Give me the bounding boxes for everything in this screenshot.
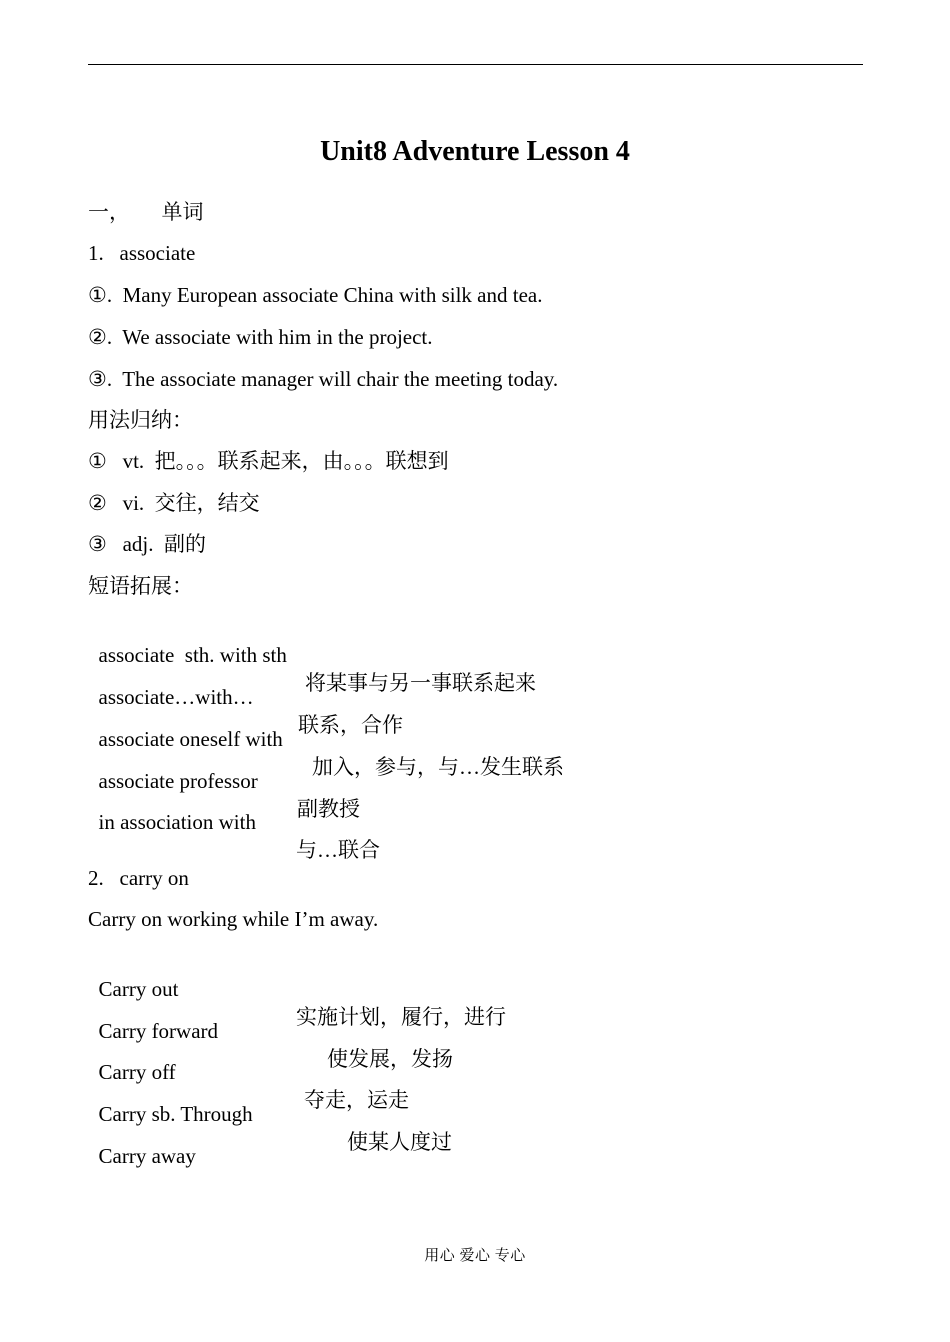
phrase-zh: 夺走，运走 <box>304 1088 409 1112</box>
phrase-zh: 使某人度过 <box>347 1130 452 1154</box>
phrase-en: Carry away <box>98 1144 196 1168</box>
section-heading: 一， 单词 <box>88 200 204 224</box>
phrase-zh: 与…联合 <box>296 838 380 862</box>
word2-heading: 2. carry on <box>88 866 189 890</box>
usage-item-3: ③ adj. 副的 <box>88 532 206 556</box>
word2-example: Carry on working while I’m away. <box>88 907 379 931</box>
word1-example-3: ③. The associate manager will chair the meeting today. <box>88 367 559 391</box>
word1-heading: 1. associate <box>88 241 196 265</box>
phrase-en: associate sth. with sth <box>98 643 287 667</box>
word1-example-2: ②. We associate with him in the project. <box>88 325 433 349</box>
header-rule <box>88 64 863 65</box>
usage-item-1: ① vt. 把。。。联系起来，由。。。联想到 <box>88 449 449 473</box>
phrase-zh: 联系，合作 <box>298 713 403 737</box>
phrase-zh: 加入，参与，与…发生联系 <box>312 755 564 779</box>
phrase-row <box>88 1114 196 1170</box>
phrase-en: Carry off <box>98 1060 176 1084</box>
page-footer: 用心 爱心 专心 <box>424 1248 526 1264</box>
phrase-en: associate oneself with <box>98 727 283 751</box>
phrase-en: Carry forward <box>98 1019 219 1043</box>
word1-example-1: ①. Many European associate China with silk and tea. <box>88 283 543 307</box>
phrase-en: Carry sb. Through <box>98 1102 253 1126</box>
phrase-en: associate…with… <box>98 685 254 709</box>
usage-heading: 用法归纳： <box>88 408 193 432</box>
usage-item-2: ② vi. 交往，结交 <box>88 491 260 515</box>
phrase-en: associate professor <box>98 769 258 793</box>
phrase-zh: 实施计划，履行，进行 <box>296 1005 506 1029</box>
phrase-zh: 将某事与另一事联系起来 <box>305 671 536 695</box>
phrase-zh: 使发展，发扬 <box>327 1047 453 1071</box>
phrases-heading: 短语拓展： <box>88 574 193 598</box>
document-title: Unit8 Adventure Lesson 4 <box>320 136 630 167</box>
phrase-zh: 副教授 <box>297 797 360 821</box>
phrase-en: Carry out <box>98 977 179 1001</box>
phrase-en: in association with <box>98 810 256 834</box>
